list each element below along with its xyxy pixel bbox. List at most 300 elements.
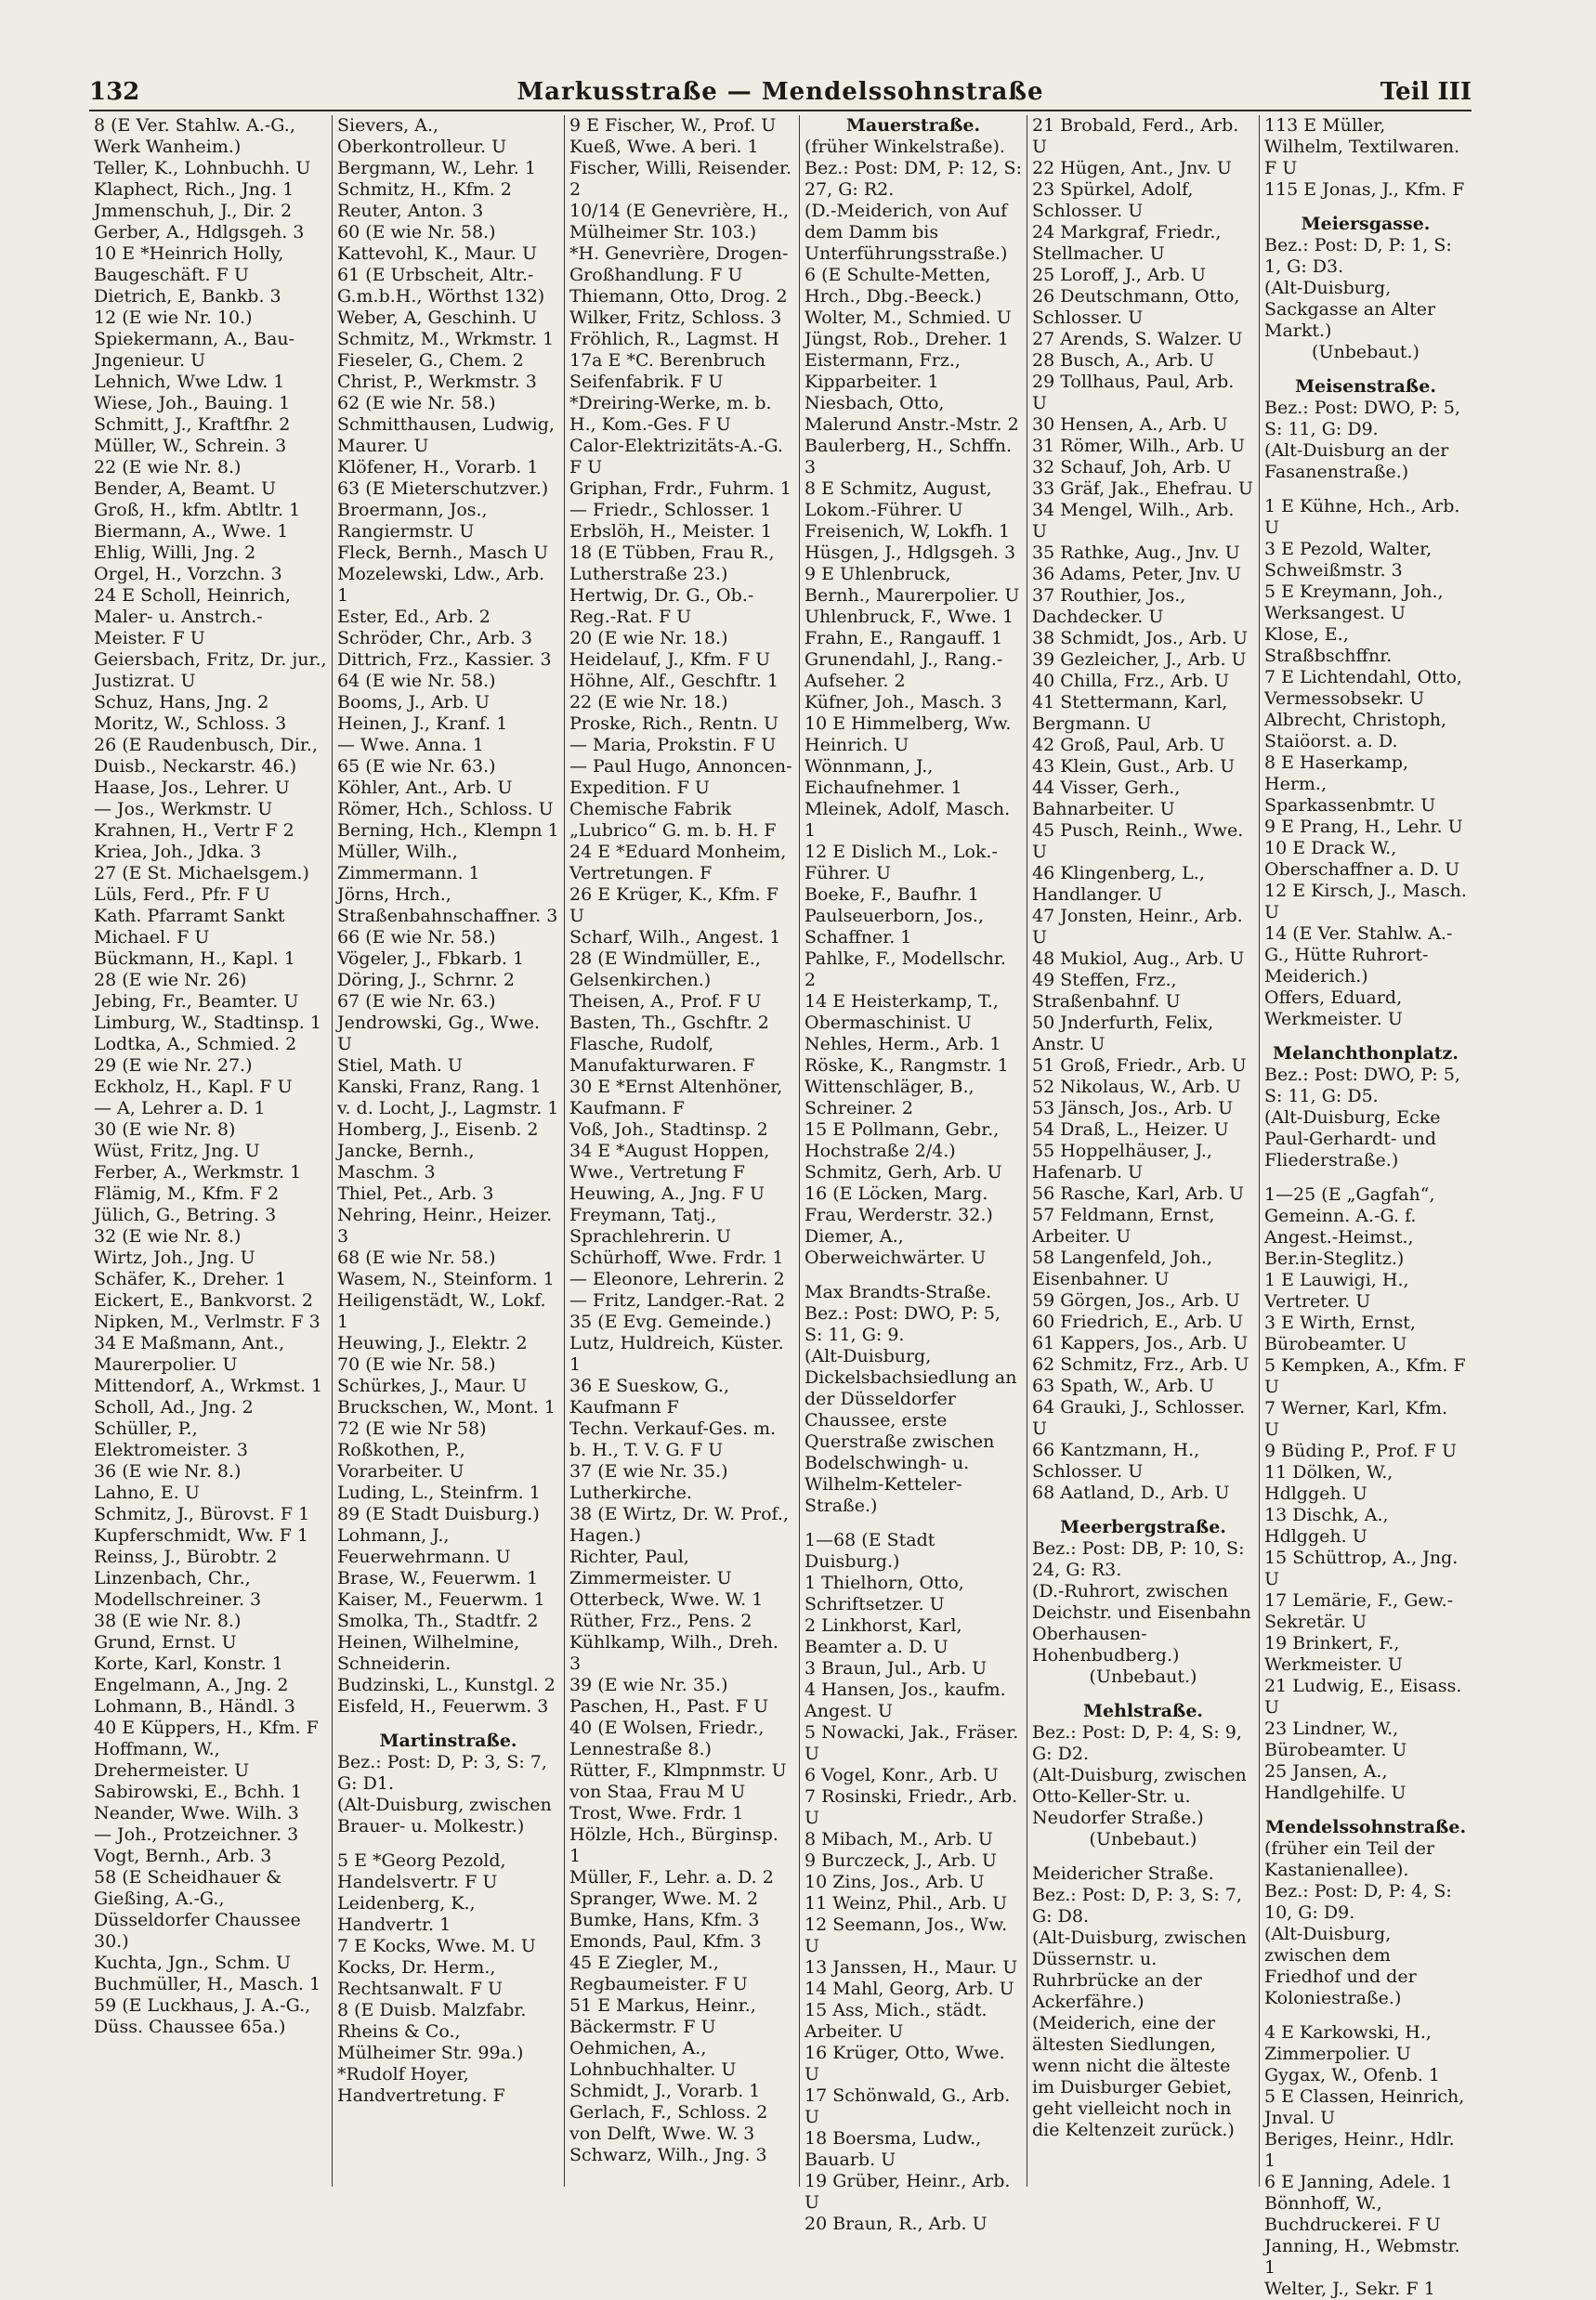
- directory-entry: Kuchta, Jgn., Schm. U: [94, 1953, 292, 1973]
- directory-entry: 14 (E Ver. Stahlw. A.-G., Hütte Ruhrort-Meiderich.): [1264, 923, 1453, 987]
- directory-entry: Heiligenstädt, W., Lokf. 1: [337, 1290, 552, 1332]
- directory-entry: 28 (E wie Nr. 26): [94, 970, 247, 990]
- directory-entry: Wolter, M., Schmied. U: [805, 307, 1012, 328]
- directory-entry: 36 E Sueskow, G., Kaufmann F: [569, 1376, 736, 1418]
- directory-entry: 6 (E Schulte-Metten, Hrch., Dbg.-Beeck.): [805, 265, 997, 307]
- directory-entry: 7 Werner, Karl, Kfm. U: [1264, 1398, 1454, 1440]
- directory-entry: 60 (E wie Nr. 58.): [337, 222, 496, 242]
- directory-entry: Luding, L., Steinfrm. 1: [337, 1483, 541, 1503]
- directory-entry: 10/14 (E Genevrière, H., Mülheimer Str. 103.): [569, 201, 795, 242]
- directory-entry: 34 E Maßmann, Ant., Maurerpolier. U: [94, 1333, 291, 1375]
- directory-entry: Christ, P., Werkmstr. 3: [337, 372, 537, 392]
- directory-entry: 23 Lindner, W., Bürobeamter. U: [1264, 1718, 1407, 1760]
- directory-entry: 9 Büding P., Prof. F U: [1264, 1441, 1458, 1461]
- directory-entry: 59 (E Luckhaus, J. A.-G., Düss. Chaussee 65a.): [94, 1995, 317, 2037]
- directory-entry: Lutz, Huldreich, Küster. 1: [569, 1333, 790, 1375]
- directory-entry: Voß, Joh., Stadtinsp. 2: [569, 1119, 768, 1140]
- directory-entry: Albrecht, Christoph, Staiöorst. a. D.: [1264, 710, 1453, 751]
- directory-entry: 58 (E Scheidhauer & Gießing, A.-G., Düsseldorfer Chaussee 30.): [94, 1867, 307, 1952]
- directory-entry: (D.-Meiderich, von Auf dem Damm bis Unterführungsstraße.): [805, 201, 1014, 264]
- directory-entry: (Alt-Duisburg, zwischen Brauer- u. Molkestr.): [337, 1795, 557, 1836]
- directory-entry: Brase, W., Feuerwm. 1: [337, 1568, 539, 1588]
- directory-entry: 10 Zins, Jos., Arb. U: [805, 1872, 985, 1892]
- spacer: [1264, 1804, 1467, 1817]
- directory-entry: Schürkes, J., Maur. U: [337, 1376, 528, 1396]
- directory-entry: (Unbebaut.): [1089, 1666, 1197, 1687]
- directory-entry: Ferber, A., Werkmstr. 1: [94, 1162, 302, 1183]
- directory-entry: 40 Chilla, Frz., Arb. U: [1032, 671, 1230, 691]
- directory-entry: 30 Hensen, A., Arb. U: [1032, 414, 1228, 435]
- directory-entry: 54 Draß, L., Heizer. U: [1032, 1119, 1229, 1140]
- directory-entry: Weber, A, Geschinh. U: [337, 307, 538, 328]
- directory-entry: 38 (E wie Nr. 8.): [94, 1611, 242, 1631]
- directory-entry: 19 Grüber, Heinr., Arb. U: [805, 2171, 1016, 2213]
- directory-entry: Stiel, Math. U: [337, 1055, 463, 1076]
- page-title: Markusstraße — Mendelssohnstraße: [517, 78, 1044, 106]
- directory-entry: Scholl, Ad., Jng. 2: [94, 1397, 254, 1418]
- directory-entry: Buchmüller, H., Masch. 1: [94, 1974, 321, 1994]
- directory-entry: 15 Schüttrop, A., Jng. U: [1264, 1548, 1464, 1589]
- directory-entry: Lohmann, B., Händl. 3: [94, 1696, 295, 1717]
- column-5: [1027, 115, 1259, 2187]
- directory-entry: Beriges, Heinr., Hdlr. 1: [1264, 2129, 1460, 2171]
- directory-entry: Engelmann, A., Jng. 2: [94, 1675, 289, 1695]
- directory-entry: Bender, A, Beamt. U: [94, 478, 277, 499]
- directory-entry: 46 Klingenberg, L., Handlanger. U: [1032, 863, 1210, 905]
- directory-entry: Hertwig, Dr. G., Ob.-Reg.-Rat. F U: [569, 585, 754, 627]
- directory-entry: Freisenich, W, Lokfh. 1: [805, 521, 1011, 542]
- directory-entry: 8 Mibach, M., Arb. U: [805, 1829, 993, 1849]
- directory-entry: 53 Jänsch, Jos., Arb. U: [1032, 1098, 1234, 1118]
- directory-entry: 4 Hansen, Jos., kaufm. Angest. U: [805, 1679, 1012, 1721]
- directory-entry: Vogt, Bernh., Arb. 3: [94, 1846, 272, 1866]
- directory-entry: 19 Brinkert, F., Werkmeister. U: [1264, 1633, 1406, 1675]
- directory-entry: 11 Weinz, Phil., Arb. U: [805, 1893, 1008, 1914]
- directory-entry: 61 (E Urbscheit, Altr.-G.m.b.H., Wörthst 132): [337, 265, 545, 307]
- column-1: [89, 115, 332, 2187]
- directory-entry: *Rudolf Hoyer, Handvertretung. F: [337, 2064, 505, 2106]
- directory-entry: 68 (E wie Nr. 58.): [337, 1248, 496, 1268]
- directory-entry: 18 Boersma, Ludw., Bauarb. U: [805, 2128, 988, 2170]
- directory-entry: 43 Klein, Gust., Arb. U: [1032, 756, 1236, 777]
- directory-entry: Jülich, G., Betring. 3: [94, 1205, 277, 1225]
- directory-entry: 14 E Heisterkamp, T., Obermaschinist. U: [805, 991, 1004, 1033]
- directory-entry: Broermann, Jos., Rangiermstr. U: [337, 500, 493, 542]
- directory-entry: 15 E Pollmann, Gebr., Hochstraße 2/4.): [805, 1119, 1005, 1161]
- directory-entry: Schmitz, J., Bürovst. F 1: [94, 1504, 310, 1524]
- directory-entry: Dittrich, Frz., Kassier. 3: [337, 649, 552, 670]
- spacer: [1032, 1504, 1254, 1517]
- directory-entry: — Fritz, Landger.-Rat. 2: [569, 1290, 786, 1311]
- directory-entry: Leidenberg, K., Handvertr. 1: [337, 1893, 481, 1935]
- directory-entry: 11 Dölken, W., Hdlggeh. U: [1264, 1462, 1399, 1504]
- directory-entry: v. d. Locht, J., Lagmstr. 1: [337, 1098, 559, 1118]
- directory-entry: Paschen, H., Past. F U: [569, 1696, 769, 1717]
- directory-entry: Krahnen, H., Vertr F 2: [94, 820, 294, 841]
- directory-entry: 21 Ludwig, E., Eisass. U: [1264, 1676, 1468, 1718]
- directory-entry: Klaphect, Rich., Jng. 1: [94, 179, 294, 200]
- directory-entry: 44 Visser, Gerh., Bahnarbeiter. U: [1032, 778, 1186, 819]
- directory-entry: 24 Markgraf, Friedr., Stellmacher. U: [1032, 222, 1227, 264]
- directory-entry: Döring, J., Schrnr. 2: [337, 970, 515, 990]
- spacer: [337, 1837, 559, 1850]
- directory-entry: — Paul Hugo, Annoncen-Expedition. F U: [569, 756, 792, 798]
- directory-entry: Jörns, Hrch., Straßenbahnschaffner. 3: [337, 884, 558, 926]
- directory-entry: 10 E Drack W., Oberschaffner a. D. U: [1264, 838, 1460, 880]
- directory-entry: 9 E Prang, H., Lehr. U: [1264, 817, 1463, 837]
- directory-entry: Fröhlich, R., Lagmst. H: [569, 329, 779, 349]
- directory-entry: 66 (E wie Nr. 58.): [337, 927, 496, 947]
- street-heading: Mendelssohnstraße.: [1264, 1817, 1467, 1837]
- directory-entry: (früher ein Teil der Kastanienallee).: [1264, 1838, 1441, 1880]
- directory-entry: 8 E Haserkamp, Herm., Sparkassenbmtr. U: [1264, 752, 1436, 816]
- directory-entry: 17 Schönwald, G., Arb. U: [805, 2085, 1016, 2127]
- directory-entry: Trost, Wwe. Frdr. 1: [569, 1803, 744, 1823]
- directory-entry: Paulseuerborn, Jos., Schaffner. 1: [805, 906, 990, 947]
- directory-entry: 8 (E Ver. Stahlw. A.-G., Werk Wanheim.): [94, 115, 301, 157]
- directory-entry: Pahlke, F., Modellschr. 2: [805, 948, 1012, 990]
- directory-entry: 37 Routhier, Jos., Dachdecker. U: [1032, 585, 1192, 627]
- directory-entry: 1 Thielhorn, Otto, Schriftsetzer. U: [805, 1573, 970, 1614]
- directory-entry: 34 Mengel, Wilh., Arb. U: [1032, 500, 1240, 542]
- directory-entry: 37 (E wie Nr. 35.): [569, 1461, 728, 1482]
- directory-entry: Frahn, E., Rangauff. 1: [805, 628, 1003, 648]
- directory-entry: Wittenschläger, B., Schreiner. 2: [805, 1077, 980, 1118]
- directory-entry: Heuwing, J., Elektr. 2: [337, 1333, 528, 1353]
- directory-entry: Homberg, J., Eisenb. 2: [337, 1119, 539, 1140]
- directory-entry: Gerlach, F., Schloss. 2: [569, 2102, 768, 2123]
- column-4: [799, 115, 1028, 2234]
- spacer: [1264, 2009, 1467, 2022]
- directory-entry: — A, Lehrer a. D. 1: [94, 1098, 266, 1118]
- directory-entry: Bumke, Hans, Kfm. 3: [569, 1910, 760, 1930]
- directory-entry: Jancke, Bernh., Maschm. 3: [337, 1141, 480, 1183]
- directory-entry: 25 Loroff, J., Arb. U: [1032, 265, 1207, 285]
- directory-entry: Bez.: Post: DWO, P: 5, S: 11, G: 9.: [805, 1303, 1007, 1345]
- directory-entry: Hölzle, Hch., Bürginsp. 1: [569, 1824, 784, 1866]
- directory-entry: 9 E Fischer, W., Prof. U: [569, 115, 777, 136]
- directory-entry: 29 Tollhaus, Paul, Arb. U: [1032, 372, 1240, 413]
- spacer: [1264, 483, 1467, 496]
- directory-entry: 64 (E wie Nr. 58.): [337, 671, 496, 691]
- directory-entry: Jmmenschuh, J., Dir. 2: [94, 201, 293, 221]
- directory-entry: 30 E *Ernst Altenhöner, Kaufmann. F: [569, 1077, 789, 1118]
- directory-entry: 10 E Himmelberg, Ww. Heinrich. U: [805, 713, 1017, 755]
- directory-entry: (D.-Ruhrort, zwischen Deichstr. und Eisenbahn Oberhausen-Hohenbudberg.): [1032, 1581, 1257, 1666]
- directory-entry: 17a E *C. Berenbruch Seifenfabrik. F U: [569, 350, 772, 392]
- directory-entry: 51 E Markus, Heinr., Bäckermstr. F U: [569, 1995, 762, 2037]
- directory-entry: Wilker, Fritz, Schloss. 3: [569, 307, 782, 328]
- directory-entry: 42 Groß, Paul, Arb. U: [1032, 735, 1225, 755]
- directory-entry: 5 Nowacki, Jak., Fräser. U: [805, 1722, 1025, 1764]
- column-6: [1259, 115, 1472, 2299]
- directory-entry: Müller, F., Lehr. a. D. 2: [569, 1867, 774, 1888]
- directory-entry: Spiekermann, A., Bau-Jngenieur. U: [94, 329, 295, 371]
- directory-entry: 60 Friedrich, E., Arb. U: [1032, 1312, 1244, 1332]
- directory-entry: Linzenbach, Chr., Modellschreiner. 3: [94, 1568, 262, 1610]
- directory-entry: Mozelewski, Ldw., Arb. 1: [337, 564, 551, 606]
- directory-entry: Thiemann, Otto, Drog. 2: [569, 286, 788, 307]
- directory-entry: 28 Busch, A., Arb. U: [1032, 350, 1215, 371]
- directory-entry: Teller, K., Lohnbuchh. U: [94, 158, 311, 178]
- directory-entry: Höhne, Alf., Geschftr. 1: [569, 671, 778, 691]
- directory-entry: 26 (E Raudenbusch, Dir., Duisb., Neckarstr. 46.): [94, 735, 324, 777]
- directory-entry: 8 E Schmitz, August, Lokom.-Führer. U: [805, 478, 998, 520]
- directory-entry: Groß, H., kfm. Abtltr. 1: [94, 500, 301, 520]
- directory-entry: Otterbeck, Wwe. W. 1: [569, 1589, 764, 1610]
- directory-entry: 18 (E Tübben, Frau R., Lutherstraße 23.): [569, 542, 780, 584]
- directory-entry: Bönnhoff, W., Buchdruckerei. F U: [1264, 2193, 1441, 2235]
- directory-entry: Proske, Rich., Rentn. U: [569, 713, 779, 734]
- page-header: [89, 76, 1472, 111]
- directory-entry: (Meiderich, eine der ältesten Siedlungen, wenn nicht die älteste im Duisburger Gebiet, geht vielleicht noch in die Keltenzeit zurück.): [1032, 2013, 1238, 2140]
- street-heading: Mauerstraße.: [845, 115, 981, 136]
- directory-entry: Klose, E., Straßbschffnr.: [1264, 624, 1393, 666]
- directory-entry: Basten, Th., Gschftr. 2: [569, 1013, 769, 1033]
- directory-entry: Welter, J., Sekr. F 1: [1264, 2279, 1435, 2299]
- directory-entry: Korte, Karl, Konstr. 1: [94, 1653, 283, 1674]
- directory-entry: Sievers, A., Oberkontrolleur. U: [337, 115, 507, 157]
- directory-entry: Kocks, Dr. Herm., Rechtsanwalt. F U: [337, 1957, 503, 1999]
- directory-entry: 40 E Küppers, H., Kfm. F: [94, 1718, 319, 1738]
- directory-columns: [89, 115, 1472, 2299]
- directory-entry: Jendrowski, Gg., Wwe. U: [337, 1013, 546, 1054]
- directory-entry: Niesbach, Otto, Malerund Anstr.-Mstr. 2: [805, 393, 1019, 435]
- directory-entry: Budzinski, L., Kunstgl. 2: [337, 1675, 556, 1695]
- directory-entry: 26 E Krüger, K., Kfm. F U: [569, 884, 784, 926]
- directory-entry: Köhler, Ant., Arb. U: [337, 778, 513, 798]
- directory-entry: 50 Jnderfurth, Felix, Anstr. U: [1032, 1013, 1220, 1054]
- directory-entry: 7 E Lichtendahl, Otto, Vermessobsekr. U: [1264, 667, 1468, 709]
- directory-entry: (Alt-Duisburg, Sackgasse an Alter Markt.): [1264, 278, 1442, 341]
- spacer: [337, 1718, 559, 1731]
- directory-entry: Eickert, E., Bankvorst. 2: [94, 1290, 313, 1311]
- directory-entry: Hoffmann, W., Drehermeister. U: [94, 1739, 250, 1781]
- directory-entry: 15 Ass, Mich., städt. Arbeiter. U: [805, 2000, 993, 2042]
- directory-entry: Schürhoff, Wwe. Frdr. 1: [569, 1248, 784, 1268]
- spacer: [1264, 1171, 1467, 1184]
- directory-entry: 4 E Karkowski, H., Zimmerpolier. U: [1264, 2022, 1437, 2064]
- directory-entry: Lahno, E. U: [94, 1483, 200, 1503]
- directory-entry: 21 Brobald, Ferd., Arb. U: [1032, 115, 1245, 157]
- directory-entry: Lohmann, J., Feuerwehrmann. U: [337, 1525, 511, 1567]
- directory-entry: 10 E *Heinrich Holly, Baugeschäft. F U: [94, 243, 290, 285]
- directory-entry: 22 (E wie Nr. 8.): [94, 457, 242, 477]
- directory-entry: Jüngst, Rob., Dreher. 1: [805, 329, 1009, 349]
- directory-entry: Grunendahl, J., Rang.-Aufseher. 2: [805, 649, 1003, 691]
- directory-entry: Bez.: Post: D, P: 4, S: 10, G: D9.: [1264, 1881, 1458, 1923]
- directory-entry: (Unbebaut.): [1312, 342, 1419, 362]
- directory-entry: 70 (E wie Nr. 58.): [337, 1354, 496, 1375]
- directory-entry: 59 Görgen, Jos., Arb. U: [1032, 1290, 1240, 1311]
- directory-entry: 51 Groß, Friedr., Arb. U: [1032, 1055, 1247, 1076]
- directory-entry: 8 (E Duisb. Malzfabr. Rheins & Co., Mülheimer Str. 99a.): [337, 2000, 532, 2063]
- directory-entry: Flämig, M., Kfm. F 2: [94, 1183, 280, 1204]
- directory-entry: 13 Dischk, A., Hdlggeh. U: [1264, 1505, 1394, 1547]
- directory-entry: 58 Langenfeld, Joh., Eisenbahner. U: [1032, 1248, 1219, 1289]
- directory-entry: Thiel, Pet., Arb. 3: [337, 1183, 494, 1204]
- directory-entry: 1—68 (E Stadt Duisburg.): [805, 1530, 941, 1572]
- directory-entry: 61 Kappers, Jos., Arb. U: [1032, 1333, 1249, 1353]
- street-heading: Martinstraße.: [379, 1731, 517, 1751]
- directory-entry: 14 Mahl, Georg, Arb. U: [805, 1979, 1014, 1999]
- directory-entry: Scharf, Wilh., Angest. 1: [569, 927, 781, 947]
- directory-entry: Wiese, Joh., Bauing. 1: [94, 393, 291, 413]
- directory-entry: 36 Adams, Peter, Jnv. U: [1032, 564, 1241, 584]
- directory-entry: Schmidt, J., Vorarb. 1: [569, 2081, 761, 2101]
- directory-entry: Mittendorf, A., Wrkmst. 1: [94, 1376, 323, 1396]
- directory-entry: 113 E Müller, Wilhelm, Textilwaren. F U: [1264, 115, 1466, 178]
- directory-entry: 5 E Classen, Heinrich, Jnval. U: [1264, 2086, 1471, 2128]
- directory-entry: Freymann, Tatj., Sprachlehrerin. U: [569, 1205, 731, 1247]
- directory-entry: 29 (E wie Nr. 27.): [94, 1055, 253, 1076]
- directory-entry: 45 Pusch, Reinh., Wwe. U: [1032, 820, 1249, 862]
- directory-entry: 68 Aatland, D., Arb. U: [1032, 1483, 1230, 1503]
- directory-entry: 27 Arends, S. Walzer. U: [1032, 329, 1243, 349]
- directory-entry: Janning, H., Webmstr. 1: [1264, 2236, 1466, 2278]
- directory-entry: *H. Genevrière, Drogen-Großhandlung. F U: [569, 243, 789, 285]
- directory-entry: 56 Rasche, Karl, Arb. U: [1032, 1183, 1245, 1204]
- directory-entry: 22 (E wie Nr. 18.): [569, 692, 728, 712]
- directory-entry: 63 (E Mieterschutzver.): [337, 478, 549, 499]
- directory-entry: 52 Nikolaus, W., Arb. U: [1032, 1077, 1241, 1097]
- directory-entry: 3 E Pezold, Walter, Schweißmstr. 3: [1264, 539, 1438, 581]
- directory-entry: Wüst, Fritz, Jng. U: [94, 1141, 260, 1161]
- directory-entry: Kühlkamp, Wilh., Dreh. 3: [569, 1632, 785, 1674]
- directory-entry: 1 E Lauwigi, H., Vertreter. U: [1264, 1270, 1415, 1312]
- directory-entry: 49 Steffen, Frz., Straßenbahnf. U: [1032, 970, 1183, 1012]
- directory-entry: Emonds, Paul, Kfm. 3: [569, 1931, 762, 1952]
- directory-entry: 39 (E wie Nr. 35.): [569, 1675, 728, 1695]
- directory-entry: Nehles, Herm., Arb. 1: [805, 1034, 1001, 1054]
- street-heading: Meerbergstraße.: [1060, 1517, 1226, 1537]
- directory-entry: Bez.: Post: DWO, P: 5, S: 11, G: D9.: [1264, 398, 1467, 439]
- directory-entry: Schmitt, J., Kraftfhr. 2: [94, 414, 291, 435]
- directory-entry: 12 (E wie Nr. 10.): [94, 307, 253, 328]
- directory-entry: 27 (E St. Michaelsgem.): [94, 863, 309, 883]
- directory-entry: 23 Spürkel, Adolf, Schlosser. U: [1032, 179, 1199, 221]
- directory-entry: 55 Hoppelhäuser, J., Hafenarb. U: [1032, 1141, 1219, 1183]
- directory-entry: Orgel, H., Vorzchn. 3: [94, 564, 282, 584]
- directory-entry: Flasche, Rudolf, Manufakturwaren. F: [569, 1034, 755, 1076]
- directory-entry: Heinen, J., Kranf. 1: [337, 713, 508, 734]
- directory-entry: Schüller, P., Elektromeister. 3: [94, 1418, 248, 1460]
- directory-entry: 5 E Kreymann, Joh., Werksangest. U: [1264, 582, 1449, 623]
- directory-entry: Wasem, N., Steinform. 1: [337, 1269, 555, 1289]
- directory-entry: 26 Deutschmann, Otto, Schlosser. U: [1032, 286, 1246, 328]
- directory-entry: Schmitz, M., Wrkmstr. 1: [337, 329, 555, 349]
- directory-entry: 16 Krüger, Otto, Wwe. U: [805, 2043, 1011, 2084]
- directory-entry: Techn. Verkauf-Ges. m. b. H., T. V. G. F U: [569, 1418, 782, 1460]
- directory-entry: — Wwe. Anna. 1: [337, 735, 484, 755]
- directory-entry: Bergmann, W., Lehr. 1: [337, 158, 536, 178]
- directory-entry: Heidelauf, J., Kfm. F U: [569, 649, 771, 670]
- volume-part: Teil III: [1380, 78, 1472, 106]
- directory-entry: Jebing, Fr., Beamter. U: [94, 991, 299, 1012]
- directory-entry: Kanski, Franz, Rang. 1: [337, 1077, 542, 1097]
- directory-entry: 39 Gezleicher, J., Arb. U: [1032, 649, 1247, 670]
- page-number: 132: [89, 78, 140, 106]
- directory-entry: 65 (E wie Nr. 63.): [337, 756, 496, 777]
- directory-entry: (Alt-Duisburg, zwischen Otto-Keller-Str. u. Neudorfer Straße.): [1032, 1765, 1252, 1828]
- directory-entry: Schwarz, Wilh., Jng. 3: [569, 2145, 767, 2165]
- directory-entry: 41 Stettermann, Karl, Bergmann. U: [1032, 692, 1234, 734]
- directory-entry: Smolka, Th., Stadtfr. 2: [337, 1611, 539, 1631]
- directory-entry: 7 E Kocks, Wwe. M. U: [337, 1936, 536, 1956]
- directory-entry: Reinss, J., Bürobtr. 2: [94, 1547, 278, 1567]
- directory-entry: Diemer, A., Oberweichwärter. U: [805, 1226, 987, 1268]
- directory-entry: 6 Vogel, Konr., Arb. U: [805, 1765, 999, 1785]
- directory-entry: Bruckschen, W., Mont. 1: [337, 1397, 556, 1418]
- directory-entry: 3 E Wirth, Ernst, Bürobeamter. U: [1264, 1313, 1422, 1354]
- directory-entry: 57 Feldmann, Ernst, Arbeiter. U: [1032, 1205, 1221, 1247]
- directory-entry: Kueß, Wwe. A beri. 1: [569, 137, 759, 157]
- directory-entry: 20 (E wie Nr. 18.): [569, 628, 728, 648]
- directory-entry: *Dreiring-Werke, m. b. H., Kom.-Ges. F U: [569, 393, 778, 435]
- directory-entry: 16 (E Löcken, Marg. Frau, Werderstr. 32.): [805, 1183, 994, 1225]
- directory-entry: Moritz, W., Schloss. 3: [94, 713, 287, 734]
- column-3: [564, 115, 799, 2187]
- directory-entry: — Eleonore, Lehrerin. 2: [569, 1269, 785, 1289]
- directory-entry: Erbslöh, H., Meister. 1: [569, 521, 772, 542]
- directory-entry: (Alt-Duisburg, zwischen Düssernstr. u. Ruhrbrücke an der Ackerfähre.): [1032, 1928, 1252, 2012]
- directory-entry: Max Brandts-Straße.: [805, 1282, 992, 1302]
- directory-entry: 38 (E Wirtz, Dr. W. Prof., Hagen.): [569, 1504, 794, 1546]
- directory-entry: Rütter, F., Klmpnmstr. U: [569, 1760, 787, 1781]
- directory-entry: Baulerberg, H., Schffn. 3: [805, 436, 1018, 477]
- directory-entry: Richter, Paul, Zimmermeister. U: [569, 1547, 732, 1588]
- directory-entry: Fleck, Bernh., Masch U: [337, 542, 549, 563]
- spacer: [1264, 1030, 1467, 1043]
- directory-entry: Gerber, A., Hdlgsgeh. 3: [94, 222, 305, 242]
- directory-entry: Schmitz, Gerh, Arb. U: [805, 1162, 1002, 1183]
- directory-entry: Spranger, Wwe. M. 2: [569, 1888, 759, 1909]
- directory-entry: 9 Burczeck, J., Arb. U: [805, 1850, 997, 1871]
- directory-entry: 1—25 (E „Gagfah“, Gemeinn. A.-G. f. Angest.-Heimst., Ber.in-Steglitz.): [1264, 1184, 1441, 1269]
- directory-entry: 6 E Janning, Adele. 1: [1264, 2172, 1453, 2192]
- directory-entry: Bez.: Post: DM, P: 12, S: 27, G: R2.: [805, 158, 1028, 200]
- directory-entry: Offers, Eduard, Werkmeister. U: [1264, 987, 1408, 1029]
- directory-entry: Geiersbach, Fritz, Dr. jur., Justizrat. U: [94, 649, 333, 691]
- directory-entry: 17 Lemärie, F., Gew.-Sekretär. U: [1264, 1590, 1454, 1632]
- directory-entry: 115 E Jonas, J., Kfm. F: [1264, 179, 1465, 200]
- directory-entry: 28 (E Windmüller, E., Gelsenkirchen.): [569, 948, 766, 990]
- directory-entry: Gygax, W., Ofenb. 1: [1264, 2065, 1440, 2085]
- directory-entry: (Alt-Duisburg, zwischen dem Friedhof und der Koloniestraße.): [1264, 1924, 1422, 2008]
- directory-entry: Berning, Hch., Klempn 1: [337, 820, 559, 841]
- directory-entry: 3 Braun, Jul., Arb. U: [805, 1658, 988, 1679]
- directory-entry: 12 E Dislich M., Lok.-Führer. U: [805, 842, 998, 883]
- directory-entry: — Friedr., Schlosser. 1: [569, 500, 772, 520]
- directory-entry: Müller, Wilh., Zimmermann. 1: [337, 842, 480, 883]
- directory-entry: Haase, Jos., Lehrer. U: [94, 778, 290, 798]
- directory-entry: Rüther, Frz., Pens. 2: [569, 1611, 752, 1631]
- directory-entry: 36 (E wie Nr. 8.): [94, 1461, 242, 1482]
- directory-entry: 45 E Ziegler, M., Regbaumeister. F U: [569, 1953, 748, 1994]
- directory-entry: 20 Braun, R., Arb. U: [805, 2214, 988, 2234]
- directory-entry: Eckholz, H., Kapl. F U: [94, 1077, 293, 1097]
- directory-entry: 5 Kempken, A., Kfm. F U: [1264, 1355, 1472, 1397]
- directory-entry: Lehnich, Wwe Ldw. 1: [94, 372, 285, 392]
- directory-entry: Ehlig, Willi, Jng. 2: [94, 542, 256, 563]
- directory-entry: Grund, Ernst. U: [94, 1632, 237, 1653]
- directory-entry: Röske, K., Rangmstr. 1: [805, 1055, 1009, 1076]
- directory-entry: Oehmichen, A., Lohnbuchhalter. U: [569, 2038, 737, 2080]
- directory-entry: Lutherkirche.: [569, 1483, 692, 1503]
- directory-entry: 22 Hügen, Ant., Jnv. U: [1032, 158, 1232, 178]
- street-heading: Mehlstraße.: [1082, 1701, 1204, 1721]
- directory-entry: Uhlenbruck, F., Wwe. 1: [805, 607, 1014, 627]
